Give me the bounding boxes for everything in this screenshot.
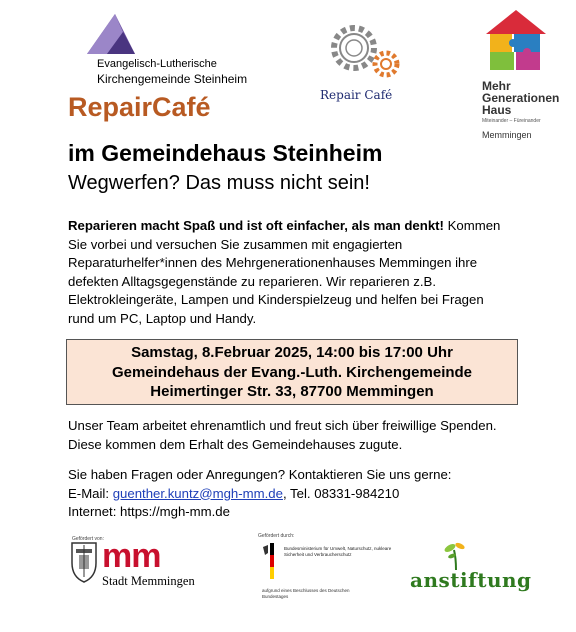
team-paragraph: Unser Team arbeitet ehrenamtlich und freut sich über freiwillige Spenden. Diese kommen dem Erhalt des Gemeindehauses zugute. [68,418,497,452]
mgh-name-line1: Mehr [482,79,511,93]
house-puzzle-icon [480,8,552,74]
contact-email-line [68,485,513,504]
church-name-line1: Evangelisch-Lutherische [97,58,217,70]
church-name-line2: Kirchengemeinde Steinheim [97,72,248,86]
mgh-tagline: Miteinander – Füreinander [482,118,541,124]
email-link[interactable]: guenther.kuntz@mgh-mm.de [112,485,283,501]
funded-label: Gefördert durch: [258,533,295,539]
brand-title: RepairCafé [68,92,211,122]
church-triangle-icon [85,14,145,58]
repair-cafe-logo [316,18,416,108]
mgh-name-line3: Haus [482,103,512,117]
ministry-logo [262,543,392,583]
intro-bold-text: Reparieren macht Spaß und ist oft einfacher, als man denkt! [68,218,444,233]
internet-line: Internet: https://mgh-mm.de [68,504,230,519]
intro-paragraph [68,217,513,328]
event-date: Samstag, 8.Februar 2025, 14:00 bis 17:00 Uhr [131,344,453,361]
anstiftung-text: anstiftung [410,568,532,592]
mgh-name-line2: Generationen [482,91,560,105]
mgh-logo [480,8,576,148]
sprout-icon [410,540,470,570]
anstiftung-logo [410,540,530,600]
federal-eagle-flag-icon [262,543,280,579]
ministry-name: Bundesministerium für Umwelt, Naturschutz, nukleare Sicherheit und Verbraucherschutz [284,546,392,557]
email-label: E-Mail: [68,485,113,501]
phone-text: , Tel. 08331-984210 [282,485,400,501]
subtitle: Wegwerfen? Das muss nicht sein! [68,172,370,194]
event-address: Heimertinger Str. 33, 87700 Memmingen [150,383,434,400]
contact-intro: Sie haben Fragen oder Anregungen? Kontaktieren Sie uns gerne: [68,467,452,482]
intro-text: Kommen Sie vorbei und versuchen Sie zusammen mit engagierten Reparaturhelfer*innen des Mehrgenerationenhauses Memmingen ihre defekten Alltagsgegenstände zu reparieren. Wir reparieren z.B. Elektrokleingeräte, Lampen und Kinderspielzeug und helfen bei Fragen rund um PC, Laptop und Handy. [68,218,501,326]
event-info-box [66,339,518,405]
gears-icon [316,18,416,90]
repair-cafe-logo-text: Repair Café [320,88,393,102]
city-crest-icon [70,541,98,583]
church-logo [85,14,275,84]
sponsor-label: Gefördert von: [72,536,104,542]
city-mm-mark: mm [102,537,161,575]
mgh-city: Memmingen [482,130,532,140]
city-name: Stadt Memmingen [102,574,195,588]
event-place: Gemeindehaus der Evang.-Luth. Kirchengemeinde [111,363,473,381]
contact-block [68,466,513,522]
bundestag-note: aufgrund eines Beschlusses des Deutschen Bundestages [262,588,350,599]
main-title: im Gemeindehaus Steinheim [68,140,383,166]
